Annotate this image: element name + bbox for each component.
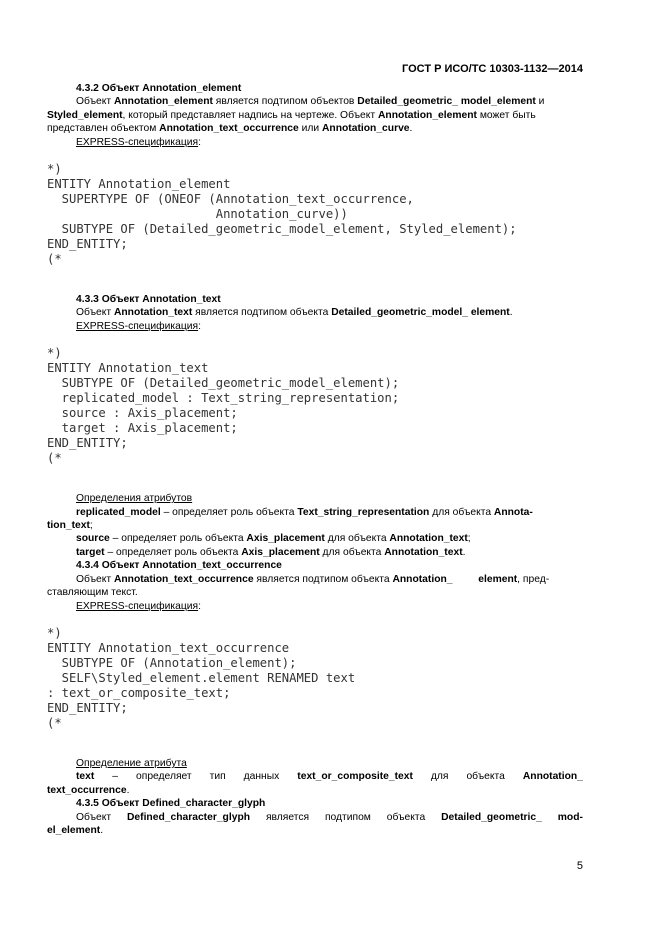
entity-name: mod-	[557, 811, 583, 823]
text-run: является	[265, 811, 310, 823]
text-run: для объекта	[429, 506, 494, 518]
entity-name: Annotation_	[392, 573, 453, 585]
text-run: ;	[467, 533, 471, 545]
text-run: является подтипом объектов	[212, 96, 358, 108]
express-code-annotation-text: *) ENTITY Annotation_text SUBTYPE OF (Detailed_geometric_model_element); replicated_model : Text_string_representation; source : Axis_placement; target : Axis_placement; END_ENTITY; (*	[47, 346, 400, 466]
text-run: :	[198, 600, 201, 612]
paragraph	[47, 122, 583, 135]
text-run: Объект	[76, 96, 114, 108]
entity-name: Annotation_text_occurrence	[159, 123, 299, 135]
text-run: :	[198, 136, 201, 148]
entity-name: Defined_character_glyph	[126, 811, 251, 823]
text-run: ;	[89, 520, 93, 532]
paragraph	[47, 811, 583, 824]
text-run: может быть	[476, 109, 536, 121]
entity-name: Annotation_element	[113, 96, 213, 108]
express-label	[47, 600, 583, 613]
express-spec-link: EXPRESS-спецификация	[76, 600, 199, 612]
entity-name: Styled_element	[47, 109, 123, 121]
attributes-heading: Определения атрибутов	[76, 493, 193, 505]
attribute-definition	[47, 506, 583, 519]
express-code-annotation-text-occurrence: *) ENTITY Annotation_text_occurrence SUBTYPE OF (Annotation_element); SELF\Styled_element.element RENAMED text : text_or_composite_text; END_ENTITY; (*	[47, 625, 356, 730]
text-run: подтипом	[324, 811, 371, 823]
text-run: , который представляет надпись на чертеже. Объект	[122, 109, 378, 121]
paragraph	[47, 95, 583, 108]
text-run: – определяет роль объекта	[104, 546, 242, 558]
text-run: Объект	[76, 307, 114, 319]
attribute-definition	[47, 770, 583, 783]
text-run: .	[100, 824, 104, 836]
entity-name: tion_text	[47, 520, 90, 532]
express-code-annotation-element: *) ENTITY Annotation_element SUPERTYPE OF (ONEOF (Annotation_text_occurrence, Annotation_curve)) SUBTYPE OF (Detailed_geometric_model_element, Styled_element); END_ENTITY; (*	[47, 162, 517, 267]
text-run: .	[126, 784, 130, 796]
entity-name: Annotation_	[522, 771, 583, 783]
entity-name: Detailed_geometric_model_ element	[331, 307, 510, 319]
express-spec-link: EXPRESS-спецификация	[76, 320, 199, 332]
text-run: определяет	[136, 771, 192, 783]
text-run: данных	[243, 771, 280, 783]
text-run: является подтипом объекта	[253, 573, 393, 585]
attribute-name: source	[76, 533, 110, 545]
entity-name: el_element	[47, 824, 101, 836]
entity-name: Annotation_curve	[322, 123, 410, 135]
attribute-name: replicated_model	[76, 506, 161, 518]
text-run: – определяет роль объекта	[109, 533, 247, 545]
entity-name: Detailed_geometric_	[441, 811, 542, 823]
document-body	[47, 82, 583, 837]
text-run: является подтипом объекта	[192, 307, 332, 319]
attribute-heading: Определение атрибута	[76, 757, 187, 769]
paragraph	[47, 573, 583, 586]
attribute-definition-cont	[47, 519, 583, 532]
text-run: для объекта	[324, 533, 390, 545]
text-run: .	[409, 123, 413, 135]
express-spec-link: EXPRESS-спецификация	[76, 136, 199, 148]
express-label	[47, 320, 583, 333]
entity-name: Annotation_text	[389, 533, 468, 545]
text-run: Объект	[76, 573, 114, 585]
entity-name: Annota-	[493, 506, 533, 518]
attribute-name: target	[76, 546, 105, 558]
entity-name: Annotation_text	[113, 307, 193, 319]
entity-name: Axis_placement	[241, 546, 320, 558]
entity-name: Annotation_text	[384, 546, 463, 558]
page-header: ГОСТ Р ИСО/ТС 10303-1132—2014	[402, 63, 583, 75]
entity-name: Axis_placement	[246, 533, 325, 545]
text-run: представлен объектом	[47, 123, 160, 135]
text-run: .	[509, 307, 513, 319]
text-run: –	[112, 771, 119, 783]
attribute-name: text	[76, 771, 95, 783]
entity-name: text_or_composite_text	[297, 771, 413, 783]
section-heading-4-3-2: 4.3.2 Объект Annotation_element	[76, 83, 242, 94]
section-heading-4-3-4: 4.3.4 Объект Annotation_text_occurrence	[76, 560, 282, 572]
text-run: или	[298, 123, 322, 135]
text-run: объекта	[386, 811, 426, 823]
paragraph: ставляющим текст.	[47, 587, 138, 599]
section-heading-4-3-5: 4.3.5 Объект Defined_character_glyph	[76, 798, 266, 810]
paragraph	[47, 824, 583, 837]
attribute-definition-cont	[47, 784, 583, 797]
attribute-definition	[47, 546, 583, 559]
text-run: :	[198, 320, 201, 332]
entity-name: element	[478, 573, 518, 585]
text-run: .	[462, 546, 466, 558]
text-run: и	[535, 96, 545, 108]
attribute-definition	[47, 532, 583, 545]
text-run: тип	[209, 771, 226, 783]
text-run: для	[430, 771, 449, 783]
entity-name: Detailed_geometric_ model_element	[357, 96, 536, 108]
express-label	[47, 136, 583, 149]
entity-name: text_occurrence	[47, 784, 127, 796]
entity-name: Annotation_text_occurrence	[113, 573, 254, 585]
text-run: Объект	[76, 811, 112, 823]
paragraph	[47, 306, 583, 319]
section-heading-4-3-3: 4.3.3 Объект Annotation_text	[76, 294, 221, 306]
text-run: – определяет роль объекта	[160, 506, 298, 518]
text-run: объекта	[466, 771, 505, 783]
entity-name: Annotation_element	[377, 109, 477, 121]
paragraph	[47, 109, 583, 122]
entity-name: Text_string_representation	[297, 506, 430, 518]
page-number: 5	[576, 860, 583, 872]
text-run: для объекта	[319, 546, 385, 558]
text-run: , пред-	[517, 573, 550, 585]
